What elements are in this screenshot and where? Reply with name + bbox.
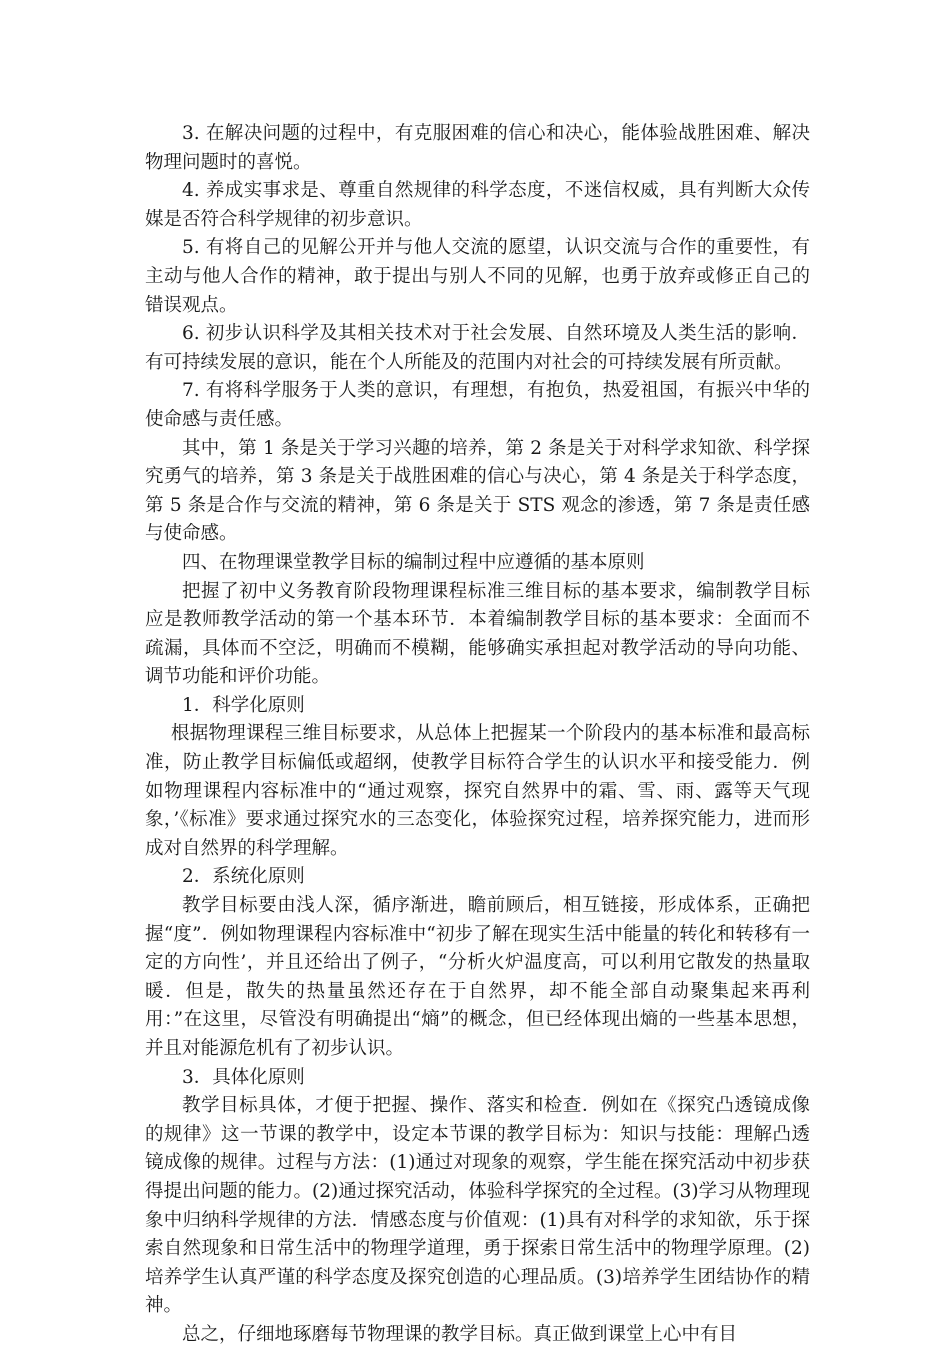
paragraph-systematic: 教学目标要由浅人深，循序渐进，瞻前顾后，相互链接，形成体系，正确把握“度”．例如物理课程内容标准中“初步了解在现实生活中能量的转化和转移有一定的方向性’，并且还给出了例子，“分析火炉温度高，可以利用它散发的热量取暖．但是，散失的热量虽然还存在于自然界，却不能全部自动聚集起来再利用：”在这里，尽管没有明确提出“熵”的概念，但已经体现出熵的一些基本思想，并且对能源危机有了初步认识。 <box>145 895 810 1059</box>
paragraph-objective-7: 7. 有将科学服务于人类的意识，有理想，有抱负，热爱祖国，有振兴中华的使命感与责任感。 <box>145 380 810 430</box>
paragraph-scientific: 根据物理课程三维目标要求，从总体上把握某一个阶段内的基本标准和最高标准，防止教学目标偏低或超纲，使教学目标符合学生的认识水平和接受能力．例如物理课程内容标准中的“通过观察，探究自然界中的霜、雪、雨、露等天气现象，’《标准》要求通过探究水的三态变化，体验探究过程，培养探究能力，进而形成对自然界的科学理解。 <box>145 723 810 859</box>
paragraph-concrete: 教学目标具体，才便于把握、操作、落实和检查．例如在《探究凸透镜成像的规律》这一节课的教学中，设定本节课的教学目标为：知识与技能：理解凸透镜成像的规律。过程与方法：(1)通过对现象的观察，学生能在探究活动中初步获得提出问题的能力。(2)通过探究活动，体验科学探究的全过程。(3)学习从物理现象中归纳科学规律的方法．情感态度与价值观：(1)具有对科学的求知欲，乐于探索自然现象和日常生活中的物理学道理，勇于探索日常生活中的物理学原理。(2)培养学生认真严谨的科学态度及探究创造的心理品质。(3)培养学生团结协作的精神。 <box>145 1095 810 1317</box>
paragraph-objective-6: 6. 初步认识科学及其相关技术对于社会发展、自然环境及人类生活的影响．有可持续发展的意识，能在个人所能及的范围内对社会的可持续发展有所贡献。 <box>145 323 810 373</box>
paragraph-summary: 其中，第 1 条是关于学习兴趣的培养，第 2 条是关于对科学求知欲、科学探究勇气的培养，第 3 条是关于战胜困难的信心与决心，第 4 条是关于科学态度，第 5 条是合作与交流的精神，第 6 条是关于 STS 观念的渗透，第 7 条是责任感与使命感。 <box>145 437 810 545</box>
paragraph-principles-intro: 把握了初中义务教育阶段物理课程标准三维目标的基本要求，编制教学目标应是教师教学活动的第一个基本环节．本着编制教学目标的基本要求：全面而不疏漏，具体而不空泛，明确而不模糊，能够确实承担起对教学活动的导向功能、调节功能和评价功能。 <box>145 580 810 688</box>
subheading-concrete: 3．具体化原则 <box>182 1066 305 1088</box>
paragraph-objective-3: 3. 在解决问题的过程中，有克服困难的信心和决心，能体验战胜困难、解决物理问题时的喜悦。 <box>145 123 810 173</box>
subheading-systematic: 2．系统化原则 <box>182 866 305 888</box>
subheading-scientific: 1．科学化原则 <box>182 694 305 716</box>
paragraph-conclusion: 总之，仔细地琢磨每节物理课的教学目标。真正做到课堂上心中有目 <box>182 1323 738 1345</box>
document-body <box>145 120 810 1350</box>
paragraph-objective-5: 5. 有将自己的见解公开并与他人交流的愿望，认识交流与合作的重要性，有主动与他人合作的精神，敢于提出与别人不同的见解，也勇于放弃或修正自己的错误观点。 <box>145 237 810 316</box>
section-heading-principles: 四、在物理课堂教学目标的编制过程中应遵循的基本原则 <box>182 551 645 573</box>
paragraph-objective-4: 4. 养成实事求是、尊重自然规律的科学态度，不迷信权威，具有判断大众传媒是否符合科学规律的初步意识。 <box>145 180 810 230</box>
